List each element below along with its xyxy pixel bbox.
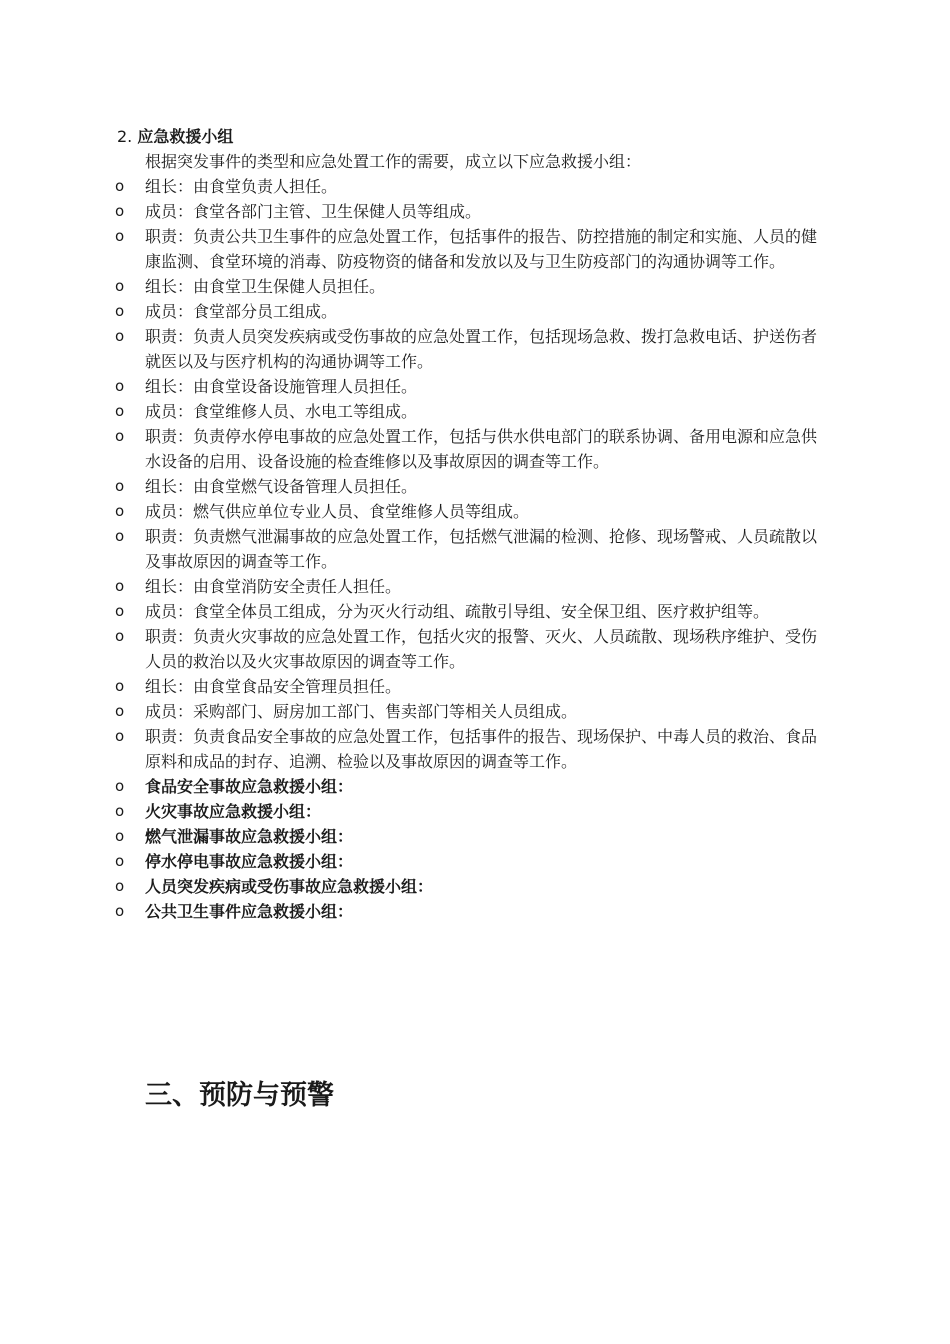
list-item-text: 成员：采购部门、厨房加工部门、售卖部门等相关人员组成。 [145, 702, 578, 721]
list-item-text: 职责：负责停水停电事故的应急处置工作，包括与供水供电部门的联系协调、备用电源和应急供水设备的启用、设备设施的检查维修以及事故原因的调查等工作。 [145, 427, 818, 471]
intro-paragraph: 根据突发事件的类型和应急处置工作的需要，成立以下应急救援小组： [145, 152, 642, 171]
subsection-heading [117, 124, 233, 149]
list-item-text: 食品安全事故应急救援小组： [145, 777, 354, 796]
bullet-marker: o [115, 527, 125, 545]
list-item-text: 组长：由食堂负责人担任。 [145, 177, 338, 196]
list-item [115, 474, 825, 499]
bullet-marker: o [115, 902, 125, 920]
bullet-marker: o [115, 377, 125, 395]
heading-number: 2. [117, 127, 133, 146]
bullet-marker: o [115, 327, 125, 345]
list-item-text: 成员：食堂各部门主管、卫生保健人员等组成。 [145, 202, 482, 221]
list-item-text: 成员：食堂全体员工组成，分为灭火行动组、疏散引导组、安全保卫组、医疗救护组等。 [145, 602, 770, 621]
list-item [115, 699, 825, 724]
bullet-marker: o [115, 277, 125, 295]
section-title: 三、预防与预警 [145, 1080, 334, 1111]
bullet-marker: o [115, 827, 125, 845]
list-item [115, 174, 825, 199]
bullet-marker: o [115, 427, 125, 445]
list-item [115, 374, 825, 399]
list-item [115, 499, 825, 524]
list-item [115, 574, 825, 599]
list-item [115, 199, 825, 224]
list-item-text: 职责：负责火灾事故的应急处置工作，包括火灾的报警、灭火、人员疏散、现场秩序维护、受伤人员的救治以及火灾事故原因的调查等工作。 [145, 627, 818, 671]
list-item [115, 424, 825, 474]
bullet-marker: o [115, 202, 125, 220]
bullet-marker: o [115, 802, 125, 820]
list-item-text: 组长：由食堂消防安全责任人担任。 [145, 577, 402, 596]
list-item-text: 成员：食堂部分员工组成。 [145, 302, 338, 321]
bullet-marker: o [115, 227, 125, 245]
team-list [115, 174, 825, 924]
bullet-marker: o [115, 727, 125, 745]
list-item [115, 824, 825, 849]
list-item [115, 274, 825, 299]
list-item [115, 599, 825, 624]
list-item [115, 524, 825, 574]
bullet-marker: o [115, 502, 125, 520]
list-item [115, 899, 825, 924]
bullet-marker: o [115, 627, 125, 645]
list-item-text: 公共卫生事件应急救援小组： [145, 902, 354, 921]
list-item-text: 人员突发疾病或受伤事故应急救援小组： [145, 877, 434, 896]
list-item [115, 724, 825, 774]
list-item [115, 674, 825, 699]
list-item-text: 职责：负责人员突发疾病或受伤事故的应急处置工作，包括现场急救、拨打急救电话、护送伤者就医以及与医疗机构的沟通协调等工作。 [145, 327, 818, 371]
list-item-text: 成员：燃气供应单位专业人员、食堂维修人员等组成。 [145, 502, 530, 521]
bullet-marker: o [115, 477, 125, 495]
list-item [115, 799, 825, 824]
list-item-text: 组长：由食堂卫生保健人员担任。 [145, 277, 386, 296]
list-item-text: 组长：由食堂食品安全管理员担任。 [145, 677, 402, 696]
bullet-marker: o [115, 302, 125, 320]
bullet-marker: o [115, 402, 125, 420]
list-item-text: 燃气泄漏事故应急救援小组： [145, 827, 354, 846]
list-item [115, 624, 825, 674]
list-item-text: 职责：负责食品安全事故的应急处置工作，包括事件的报告、现场保护、中毒人员的救治、食品原料和成品的封存、追溯、检验以及事故原因的调查等工作。 [145, 727, 818, 771]
list-item [115, 774, 825, 799]
list-item-text: 组长：由食堂设备设施管理人员担任。 [145, 377, 418, 396]
list-item-text: 职责：负责燃气泄漏事故的应急处置工作，包括燃气泄漏的检测、抢修、现场警戒、人员疏散以及事故原因的调查等工作。 [145, 527, 818, 571]
list-item [115, 224, 825, 274]
bullet-marker: o [115, 577, 125, 595]
list-item-text: 组长：由食堂燃气设备管理人员担任。 [145, 477, 418, 496]
bullet-marker: o [115, 677, 125, 695]
heading-title: 应急救援小组 [137, 127, 234, 146]
list-item-text: 火灾事故应急救援小组： [145, 802, 322, 821]
list-item [115, 324, 825, 374]
bullet-marker: o [115, 877, 125, 895]
list-item-text: 停水停电事故应急救援小组： [145, 852, 354, 871]
list-item [115, 874, 825, 899]
list-item [115, 299, 825, 324]
list-item-text: 职责：负责公共卫生事件的应急处置工作，包括事件的报告、防控措施的制定和实施、人员的健康监测、食堂环境的消毒、防疫物资的储备和发放以及与卫生防疫部门的沟通协调等工作。 [145, 227, 818, 271]
bullet-marker: o [115, 852, 125, 870]
bullet-marker: o [115, 177, 125, 195]
list-item-text: 成员：食堂维修人员、水电工等组成。 [145, 402, 418, 421]
bullet-marker: o [115, 777, 125, 795]
list-item [115, 399, 825, 424]
list-item [115, 849, 825, 874]
bullet-marker: o [115, 702, 125, 720]
bullet-marker: o [115, 602, 125, 620]
